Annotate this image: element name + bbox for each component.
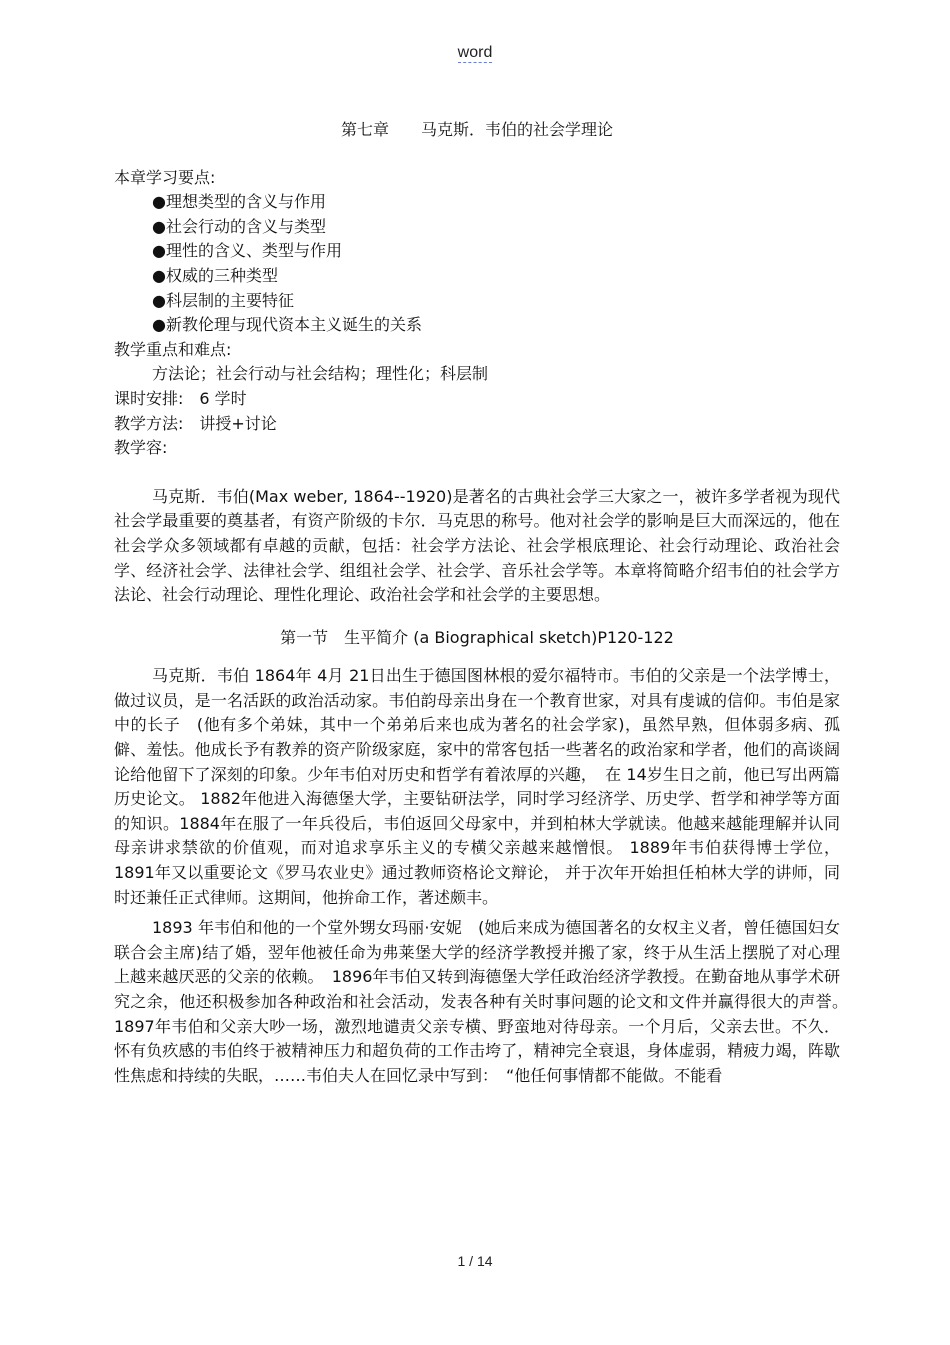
- page-footer: [0, 1253, 950, 1269]
- bio-paragraph: 1893 年韦伯和他的一个堂外甥女玛丽·安妮 (她后来成为德国著名的女权主义者，曾任德国妇女联合会主席)结了婚，翌年他被任命为弗莱堡大学的经济学教授并搬了家，终于从生活上摆脱了对心理上越来越厌恶的父亲的依赖。 1896年韦伯又转到海德堡大学任政治经济学教授。在勤奋地从事学术研究之余，他还积极参加各种政治和社会活动，发表各种有关时事问题的论文和文件并赢得很大的声誉。 1897年韦伯和父亲大吵一场，激烈地谴责父亲专横、野蛮地对待母亲。一个月后，父亲去世。不久．怀有负疚感的韦伯终于被精神压力和超负荷的工作击垮了，精神完全衰退，身体虚弱，精疲力竭，阵歇性焦虑和持续的失眠，……韦伯夫人在回忆录中写到： “他任何事情都不能做。不能看: [114, 918, 857, 1085]
- study-point-item: ●理想类型的含义与作用: [152, 192, 326, 212]
- study-point-item: ●权威的三种类型: [152, 265, 278, 285]
- chapter-title: 第七章 马克斯．韦伯的社会学理论: [340, 120, 613, 139]
- bio-paragraph: 马克斯．韦伯 1864年 4月 21日出生于德国图林根的爱尔福特市。韦伯的父亲是一个法学博士，做过议员，是一名活跃的政治活动家。韦伯韵母亲出身在一个教育世家，对具有虔诚的信仰。韦伯是家中的长子 (他有多个弟妹，其中一个弟弟后来也成为著名的社会学家)，虽然早熟，但体弱多病、孤僻、羞怯。他成长予有教养的资产阶级家庭，家中的常客包括一些著名的政治家和学者，他们的高谈阔论给他留下了深刻的印象。少年韦伯对历史和哲学有着浓厚的兴趣， 在 14岁生日之前，他已写出两篇历史论文。 1882年他进入海德堡大学，主要钻研法学，同时学习经济学、历史学、哲学和神学等方面的知识。1884年在服了一年兵役后，韦伯返回父母家中，并到柏林大学就读。他越来越能理解并认同母亲讲求禁欲的价值观，而对追求享乐主义的专横父亲越来越憎恨。 1889年韦伯获得博士学位， 1891年又以重要论文《罗马农业史》通过教师资格论文辩论， 并于次年开始担任柏林大学的讲师，同时还兼任正式律师。这期间，他拚命工作，著述颇丰。: [114, 666, 840, 907]
- section-title: 第一节 生平简介 (a Biographical sketch)P120-122: [280, 627, 674, 647]
- spacer: [114, 461, 840, 485]
- intro-paragraph: 马克斯．韦伯(Max weber, 1864--1920)是著名的古典社会学三大家之一，被许多学者视为现代社会学最重要的奠基者，有资产阶级的卡尔．马克思的称号。他对社会学的影响是巨大而深远的，他在社会学众多领域都有卓越的贡献，包括：社会学方法论、社会学根底理论、社会行动理论、政治社会学、经济社会学、法律社会学、组组社会学、社会学、音乐社会学等。本章将简略介绍韦伯的社会学方法论、社会行动理论、理性化理论、政治社会学和社会学的主要思想。: [114, 486, 840, 605]
- schedule-line: 课时安排: 6 学时: [114, 388, 247, 408]
- page-header: [0, 44, 950, 62]
- study-point-item: ●新教伦理与现代资本主义诞生的关系: [152, 315, 422, 335]
- document-body: [114, 118, 857, 1088]
- method-line: 教学方法: 讲授+讨论: [114, 413, 277, 433]
- focus-text: 方法论；社会行动与社会结构；理性化；科层制: [152, 364, 489, 384]
- study-points-label: 本章学习要点:: [114, 167, 216, 187]
- content-label: 教学容:: [114, 438, 168, 458]
- study-point-item: ●科层制的主要特征: [152, 290, 294, 310]
- study-point-item: ●社会行动的含义与类型: [152, 216, 326, 236]
- header-word-label: word: [457, 44, 493, 61]
- page-number: 1 / 14: [457, 1253, 493, 1269]
- study-point-item: ●理性的含义、类型与作用: [152, 241, 342, 261]
- focus-label: 教学重点和难点:: [114, 339, 232, 359]
